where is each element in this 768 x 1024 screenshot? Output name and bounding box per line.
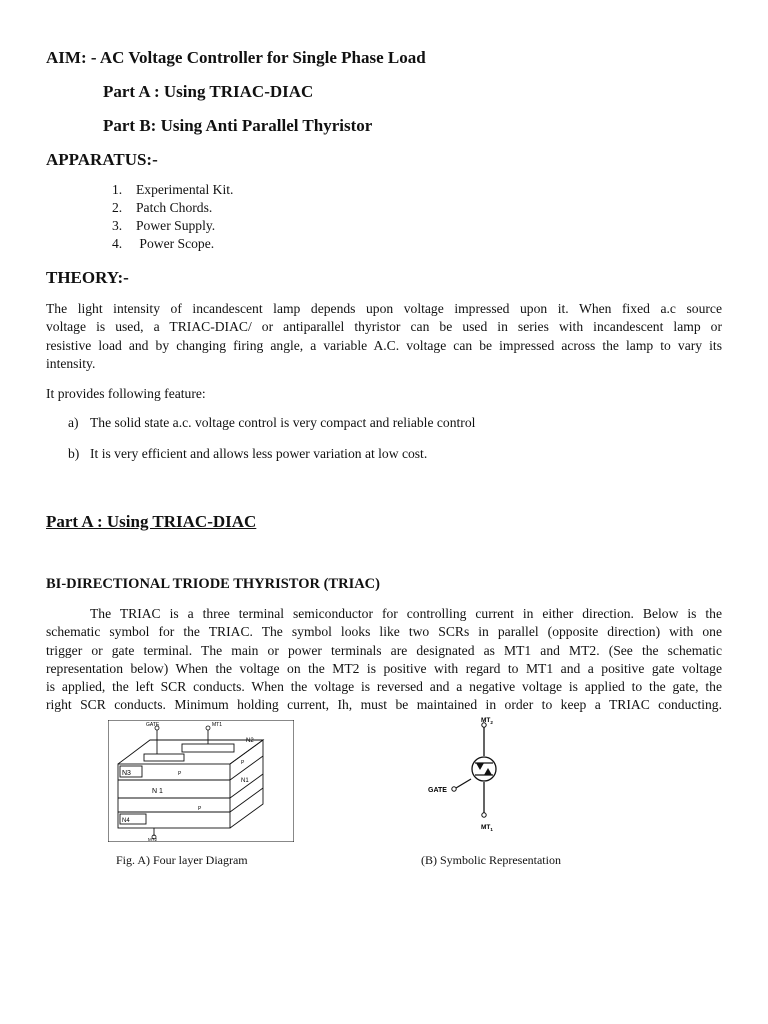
mt1-label: $MT_1$ xyxy=(481,824,493,832)
theory-line: resistive load and by changing firing angle, a variable A.C. voltage can be impressed across the lamp to vary its xyxy=(46,337,722,353)
list-item: b) It is very efficient and allows less power variation at low cost. xyxy=(68,446,428,461)
triac-line: schematic symbol for the TRIAC. The symbol looks like two SCRs in parallel (opposite direction) with one xyxy=(46,624,722,640)
diagram-label: N2 xyxy=(246,738,254,744)
diagram-label: N3 xyxy=(122,770,131,777)
diagram-label: MT2 xyxy=(148,837,157,842)
mt2-label: $MT_2$ xyxy=(481,717,493,725)
diagram-label: N1 xyxy=(241,778,249,784)
triac-symbol-diagram xyxy=(426,714,526,836)
theory-line: The light intensity of incandescent lamp depends upon voltage impressed upon it. When fixed a.c source xyxy=(46,301,722,316)
list-item: 1. Experimental Kit. xyxy=(112,182,234,197)
list-item: 2. Patch Chords. xyxy=(112,200,213,215)
diagram-label: N4 xyxy=(122,818,130,824)
theory-line: voltage is used, a TRIAC-DIAC/ or antiparallel thyristor can be used in series with incandescent lamp or xyxy=(46,319,722,335)
triac-line: right SCR conducts. Minimum holding current, Ih, must be maintained in order to keep a TRIAC conducting. xyxy=(46,697,722,713)
theory-line: intensity. xyxy=(46,355,96,371)
diagram-label: MT1 xyxy=(212,722,222,728)
theory-paragraph xyxy=(46,300,722,373)
aim-heading: AIM: - AC Voltage Controller for Single Phase Load xyxy=(46,48,426,67)
list-item: 3. Power Supply. xyxy=(112,218,216,233)
triac-paragraph xyxy=(46,605,722,715)
part-a-heading: Part A : Using TRIAC-DIAC xyxy=(103,82,314,101)
part-b-heading: Part B: Using Anti Parallel Thyristor xyxy=(103,116,373,135)
gate-label: GATE xyxy=(428,787,447,794)
feature-intro: It provides following feature: xyxy=(46,386,206,401)
triac-line: trigger or gate terminal. The main or power terminals are designated as MT1 and MT2. (See the schematic xyxy=(46,642,722,658)
theory-heading: THEORY:- xyxy=(46,268,129,287)
list-item: a) The solid state a.c. voltage control is very compact and reliable control xyxy=(68,415,476,430)
four-layer-diagram xyxy=(108,720,294,842)
triac-heading: BI-DIRECTIONAL TRIODE THYRISTOR (TRIAC) xyxy=(46,576,380,592)
triac-line: is applied, the left SCR conducts. When the voltage is reversed and a negative voltage is applied to the gate, the xyxy=(46,679,722,695)
diagram-label: P xyxy=(178,771,182,777)
apparatus-heading: APPARATUS:- xyxy=(46,150,158,169)
diagram-label: GATE xyxy=(146,722,160,728)
triac-line: The TRIAC is a three terminal semiconductor for controlling current in either direction. Below is the xyxy=(90,606,722,621)
triac-line: representation below) When the voltage on the MT2 is positive with regard to MT1 and a positive gate voltage xyxy=(46,660,722,676)
list-item: 4. Power Scope. xyxy=(112,236,215,251)
diagram-label: P xyxy=(198,806,202,812)
diagram-label: N 1 xyxy=(152,788,163,795)
figure-caption-b: (B) Symbolic Representation xyxy=(421,853,561,867)
diagram-label: P xyxy=(241,760,245,766)
figure-caption-a: Fig. A) Four layer Diagram xyxy=(116,853,248,867)
section-heading: Part A : Using TRIAC-DIAC xyxy=(46,512,257,531)
